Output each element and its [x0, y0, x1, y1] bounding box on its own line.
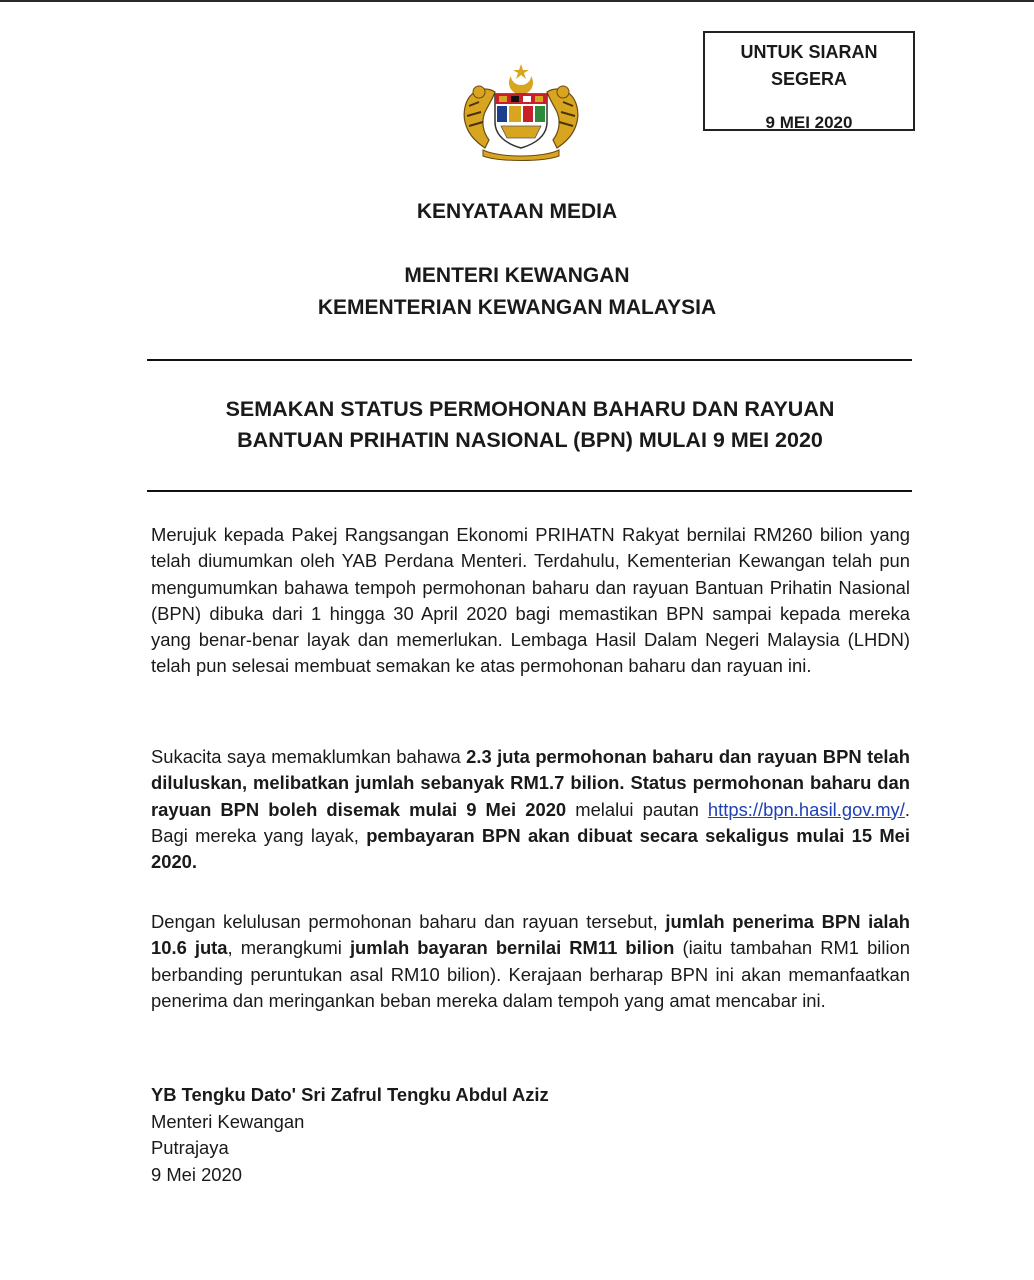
p2-text-3: . Bagi mereka yang layak, [151, 798, 910, 846]
bpn-portal-link[interactable]: https://bpn.hasil.gov.my/ [707, 798, 905, 820]
issuer-line-2: KEMENTERIAN KEWANGAN MALAYSIA [317, 296, 717, 319]
divider-top [147, 359, 912, 361]
signatory-position: Menteri Kewangan [151, 1110, 305, 1132]
release-line-2: SEGERA [770, 69, 848, 89]
signatory-name: YB Tengku Dato' Sri Zafrul Tengku Abdul Aziz [151, 1084, 549, 1105]
paragraph-1: Merujuk kepada Pakej Rangsangan Ekonomi PRIHATN Rakyat bernilai RM260 bilion yang telah diumumkan oleh YAB Perdana Menteri. Terdahulu, Kementerian Kewangan telah pun mengumumkan bahawa tempoh permohonan baharu dan rayuan Bantuan Prihatin Nasional (BPN) dibuka dari 1 hingga 30 April 2020 bagi memastikan BPN sampai kepada mereka yang benar-benar layak dan memerlukan. Lembaga Hasil Dalam Negeri Malaysia (LHDN) telah pun selesai membuat semakan ke atas permohonan baharu dan rayuan ini. [151, 524, 910, 677]
p2-text-2: melalui pautan [566, 798, 708, 820]
signature-place: Putrajaya [151, 1137, 229, 1158]
p2-bold-1: 2.3 juta permohonan baharu dan rayuan BPN telah diluluskan, melibatkan jumlah sebanyak RM1.7 bilion. Status permohonan baharu dan rayuan BPN boleh disemak mulai 9 Mei 2020 [151, 746, 910, 820]
top-border-line [0, 0, 1034, 2]
document-kind: KENYATAAN MEDIA [416, 200, 618, 223]
title-line-1: SEMAKAN STATUS PERMOHONAN BAHARU DAN RAYUAN [225, 397, 835, 421]
release-notice-box [703, 31, 915, 131]
paragraph-3 [151, 909, 910, 1014]
p3-bold-1: jumlah penerima BPN ialah 10.6 juta [151, 911, 910, 959]
signature-date: 9 Mei 2020 [151, 1163, 242, 1185]
p3-text-1: Dengan kelulusan permohonan baharu dan rayuan tersebut, [151, 911, 666, 932]
p2-bold-2: pembayaran BPN akan dibuat secara sekaligus mulai 15 Mei 2020. [151, 824, 911, 873]
paragraph-2 [151, 744, 910, 875]
statement-title [0, 394, 1034, 456]
release-line-1: UNTUK SIARAN [740, 42, 878, 62]
p3-text-3: (iaitu tambahan RM1 bilion berbanding peruntukan asal RM10 bilion). Kerajaan berharap BPN ini akan memanfaatkan penerima dan meringankan beban mereka dalam tempoh yang amat mencabar ini. [151, 937, 911, 1011]
signature-block [151, 1082, 549, 1188]
release-date: 9 MEI 2020 [765, 113, 853, 132]
issuer-line-1: MENTERI KEWANGAN [404, 264, 630, 287]
coat-of-arms-icon [455, 62, 587, 162]
p3-text-2: , merangkumi [227, 937, 350, 959]
divider-bottom [147, 490, 912, 492]
p2-text-1: Sukacita saya memaklumkan bahawa [151, 746, 467, 767]
title-line-2: BANTUAN PRIHATIN NASIONAL (BPN) MULAI 9 MEI 2020 [237, 428, 823, 452]
p3-bold-2: jumlah bayaran bernilai RM11 bilion [349, 937, 675, 959]
